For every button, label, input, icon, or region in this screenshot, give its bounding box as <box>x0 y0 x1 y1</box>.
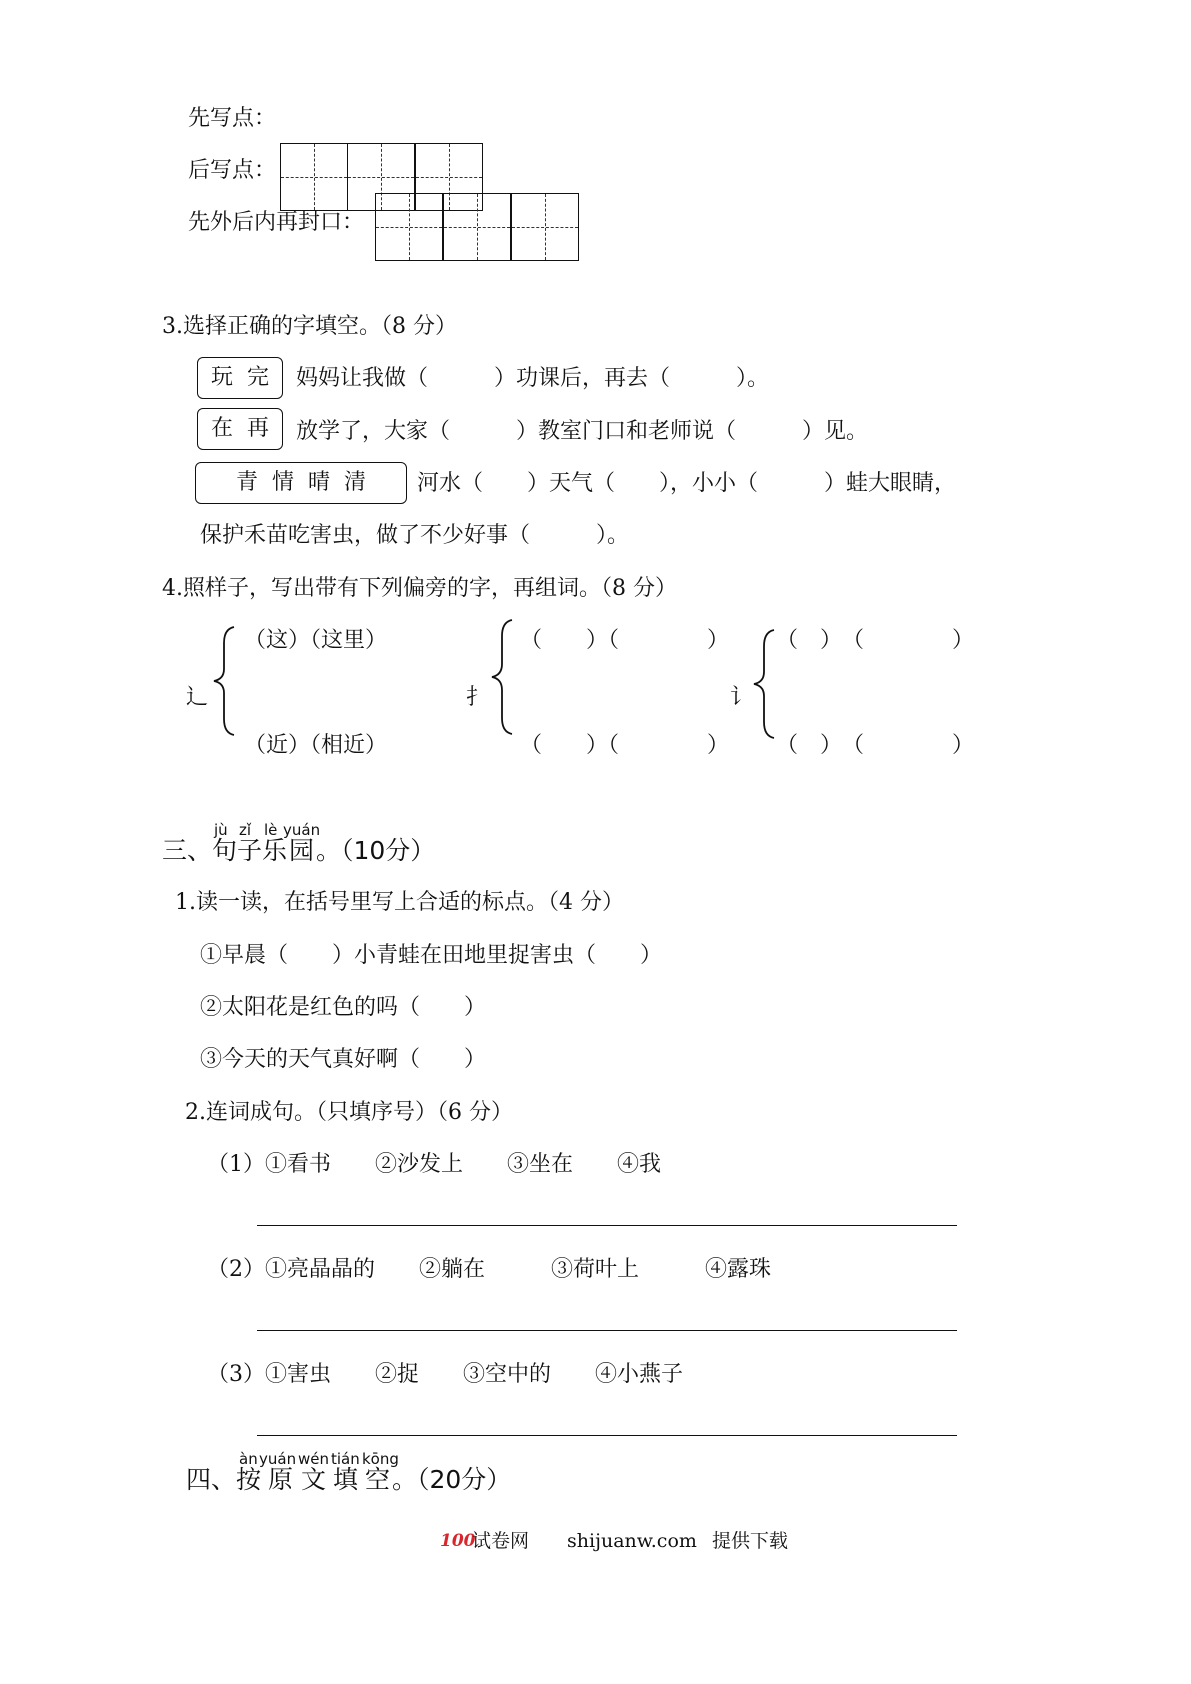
answer-line-2[interactable] <box>257 1330 957 1331</box>
q3-choice-box-3: 青 情 晴 清 <box>195 462 407 504</box>
s3-q1-item-2: ②太阳花是红色的吗（ ） <box>200 995 487 1020</box>
q3-sentence-3: 河水（ ）天气（ ），小小（ ）蛙大眼睛， <box>417 471 957 496</box>
footer-logo-number: 100 <box>440 1531 476 1551</box>
brace-icon <box>752 628 778 740</box>
section-3-char: 园 <box>289 836 315 865</box>
s3-q2-title: 2.连词成句。（只填序号）（6 分） <box>185 1100 513 1125</box>
s3-q1-title: 1.读一读，在括号里写上合适的标点。（4 分） <box>175 890 624 915</box>
q3-choice-box-1: 玩 完 <box>197 357 283 399</box>
answer-line-1[interactable] <box>257 1225 957 1226</box>
q3-sentence-4: 保护禾苗吃害虫，做了不少好事（ ）。 <box>200 523 630 548</box>
s3-q2-item-1: （1）①看书 ②沙发上 ③坐在 ④我 <box>207 1152 661 1177</box>
rule-label-1: 先写点： <box>188 106 277 131</box>
s3-q2-item-2: （2）①亮晶晶的 ②躺在 ③荷叶上 ④露珠 <box>207 1257 771 1282</box>
section-3-char: 乐 <box>262 836 288 865</box>
section-4-char: 文 <box>301 1465 327 1494</box>
pinyin: jù <box>214 821 228 839</box>
s3-q1-item-3: ③今天的天气真好啊（ ） <box>200 1047 487 1072</box>
radical-1: 辶 <box>186 685 209 710</box>
footer-note: 提供下载 <box>712 1530 789 1552</box>
section-3-char: 句 <box>212 836 238 865</box>
q3-sentence-2: 放学了，大家（ ）教室门口和老师说（ ）见。 <box>296 419 869 444</box>
pinyin: àn <box>239 1450 258 1468</box>
pinyin: yuán <box>259 1450 297 1468</box>
q4-group2-top: （ ）（ ） <box>520 628 730 653</box>
q4-group2-bottom: （ ）（ ） <box>520 733 730 758</box>
s3-q2-item-3: （3）①害虫 ②捉 ③空中的 ④小燕子 <box>207 1362 683 1387</box>
footer-logo-text: 试卷网 <box>472 1530 530 1552</box>
pinyin: wén <box>298 1450 330 1468</box>
q4-group3-bottom: （ ） （ ） <box>776 733 975 758</box>
section-4-char: 空 <box>365 1465 391 1494</box>
rule-label-3: 先外后内再封口： <box>188 210 365 235</box>
section-4-char: 原 <box>268 1465 294 1494</box>
radical-2: 扌 <box>466 685 489 710</box>
section-3-score: 。（10分） <box>316 836 436 865</box>
pinyin: kōng <box>362 1450 399 1468</box>
q4-group3-top: （ ） （ ） <box>776 628 975 653</box>
rule-label-2: 后写点： <box>188 158 277 183</box>
section-4-prefix: 四、 <box>186 1465 237 1494</box>
writing-cell[interactable] <box>375 193 443 261</box>
section-4-score: 。（20分） <box>392 1465 512 1494</box>
brace-icon <box>490 618 516 736</box>
pinyin: lè <box>264 821 278 839</box>
section-4-char: 按 <box>236 1465 262 1494</box>
brace-icon <box>212 625 238 737</box>
writing-cell[interactable] <box>443 193 511 261</box>
q3-choice-box-2: 在 再 <box>197 408 283 450</box>
writing-cell[interactable] <box>511 193 579 261</box>
writing-cell[interactable] <box>280 143 348 211</box>
pinyin: tián <box>331 1450 360 1468</box>
answer-line-3[interactable] <box>257 1435 957 1436</box>
s3-q1-item-1: ①早晨（ ）小青蛙在田地里捉害虫（ ） <box>200 943 663 968</box>
radical-3: 讠 <box>730 685 753 710</box>
q3-title: 3.选择正确的字填空。（8 分） <box>162 314 457 339</box>
section-3-prefix: 三、 <box>162 836 213 865</box>
q4-group1-top: （这）（这里） <box>244 628 388 653</box>
q3-sentence-1: 妈妈让我做（ ）功课后，再去（ ）。 <box>296 366 770 391</box>
pinyin: zǐ <box>239 821 252 839</box>
pinyin: yuán <box>283 821 321 839</box>
footer-site[interactable]: shijuanw.com <box>567 1530 697 1552</box>
section-3-char: 子 <box>237 836 263 865</box>
q4-group1-bottom: （近）（相近） <box>244 733 388 758</box>
section-4-char: 填 <box>333 1465 359 1494</box>
q4-title: 4.照样子，写出带有下列偏旁的字，再组词。（8 分） <box>162 576 677 601</box>
